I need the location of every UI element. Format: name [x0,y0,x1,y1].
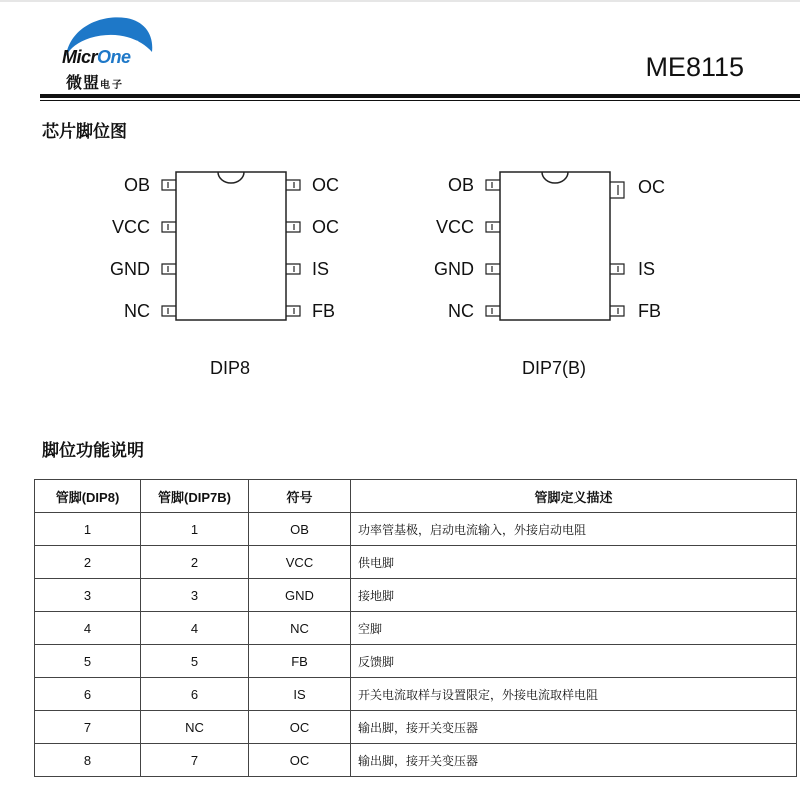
table-row [35,513,797,546]
cell-symbol: GND [249,579,351,612]
logo-text-main: Micr [62,47,98,67]
logo-cn-small: 电子 [100,80,125,91]
dip8-package-name: DIP8 [210,358,251,378]
header-pin-dip8: 管脚(DIP8) [35,480,141,513]
table-row [35,579,797,612]
dip7b-pin6-label: IS [638,259,656,279]
cell-symbol: OC [249,744,351,777]
dip8-pin7-label: OC [312,217,339,237]
cell-description: 供电脚 [351,546,797,579]
cell-pin-dip8: 7 [35,711,141,744]
dip8-pin1-label: OB [123,175,150,195]
header-description: 管脚定义描述 [351,480,797,513]
dip7b-pin3-label: GND [434,259,474,279]
header-rule-thick [40,94,800,98]
cell-symbol: IS [249,678,351,711]
cell-symbol: FB [249,645,351,678]
cell-symbol: OB [249,513,351,546]
logo-wordmark [62,47,131,68]
cell-pin-dip7b: 6 [141,678,249,711]
cell-pin-dip7b: 5 [141,645,249,678]
table-row [35,546,797,579]
cell-pin-dip8: 1 [35,513,141,546]
microne-logo [60,12,156,92]
dip8-pin8-label: OC [312,175,339,195]
dip7b-pin2-label: VCC [435,217,474,237]
cell-pin-dip7b: 4 [141,612,249,645]
dip8-pin5-label: FB [312,301,336,321]
cell-pin-dip7b: NC [141,711,249,744]
cell-symbol: OC [249,711,351,744]
cell-pin-dip8: 5 [35,645,141,678]
logo-chinese [66,70,124,93]
cell-symbol: NC [249,612,351,645]
pinout-section-title: 芯片脚位图 [42,122,127,142]
functions-section-title: 脚位功能说明 [42,441,144,461]
cell-description: 输出脚，接开关变压器 [351,744,797,777]
dip7b-package-diagram [414,160,744,330]
logo-cn-big: 微盟 [66,73,101,92]
dip8-pin4-label: NC [124,301,150,321]
header-symbol: 符号 [249,480,351,513]
cell-description: 功率管基极，启动电流输入，外接启动电阻 [351,513,797,546]
logo-text-accent: One [97,47,131,67]
cell-pin-dip8: 3 [35,579,141,612]
dip7b-pin4-label: NC [448,301,474,321]
cell-pin-dip7b: 2 [141,546,249,579]
cell-pin-dip8: 2 [35,546,141,579]
header-pin-dip7b: 管脚(DIP7B) [141,480,249,513]
table-row [35,744,797,777]
table-body [35,513,797,777]
cell-symbol: VCC [249,546,351,579]
cell-pin-dip7b: 1 [141,513,249,546]
dip8-pin6-label: IS [312,259,330,279]
dip7b-pin5-label: FB [638,301,662,321]
cell-description: 接地脚 [351,579,797,612]
table-row [35,678,797,711]
page-header [0,0,800,100]
cell-description: 开关电流取样与设置限定，外接电流取样电阻 [351,678,797,711]
cell-description: 输出脚，接开关变压器 [351,711,797,744]
dip8-package-diagram [90,160,420,330]
dip8-pin2-label: VCC [111,217,150,237]
part-number: ME8115 [645,52,744,82]
header-rule-thin [40,100,800,101]
cell-pin-dip7b: 7 [141,744,249,777]
table-row [35,711,797,744]
dip7b-pin1-label: OB [447,175,474,195]
dip7b-package-name: DIP7(B) [522,358,587,378]
cell-pin-dip8: 6 [35,678,141,711]
table-header-row [35,480,797,513]
pin-function-table [34,479,797,777]
dip8-pin3-label: GND [110,259,150,279]
table-row [35,645,797,678]
cell-pin-dip8: 4 [35,612,141,645]
cell-description: 反馈脚 [351,645,797,678]
table-row [35,612,797,645]
dip7b-pin7-label: OC [638,177,665,197]
cell-description: 空脚 [351,612,797,645]
cell-pin-dip7b: 3 [141,579,249,612]
cell-pin-dip8: 8 [35,744,141,777]
